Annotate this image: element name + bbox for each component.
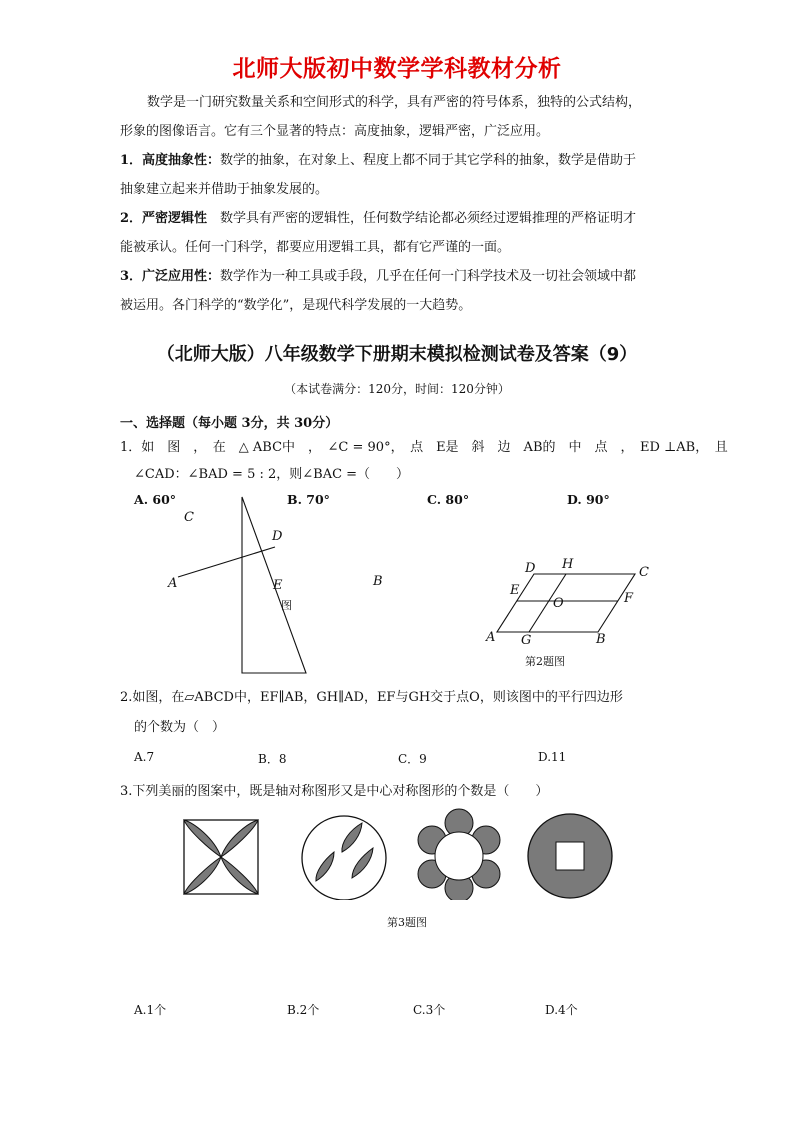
q1-line-2: ∠CAD：∠BAD = 5 : 2，则∠BAC =（ ） — [134, 467, 410, 482]
q1-option-a[interactable]: A. 60° — [134, 492, 177, 507]
fig2-label-h: H — [562, 557, 574, 572]
feature-2-text: 数学具有严密的逻辑性，任何数学结论都必须经过逻辑推理的严格证明才 — [207, 211, 637, 226]
page-title: 北师大版初中数学学科教材分析 — [232, 56, 562, 82]
fig2-label-o: O — [553, 596, 564, 611]
q3-text: 3.下列美丽的图案中，既是轴对称图形又是中心对称图形的个数是（ ） — [120, 784, 549, 799]
pattern-circle-leaves — [302, 816, 386, 900]
q1-option-b[interactable]: B. 70° — [287, 492, 330, 507]
figure-3-patterns — [176, 808, 620, 900]
fig2-label-c: C — [639, 565, 649, 580]
fig1-label-e: E — [273, 578, 283, 593]
q2-option-b[interactable]: B．8 — [258, 752, 287, 766]
pattern-square-petals — [184, 820, 258, 894]
q3-option-b[interactable]: B.2个 — [287, 1003, 320, 1017]
line-ad — [178, 547, 275, 577]
fig2-label-a: A — [486, 630, 496, 645]
feature-2-label: 2．严密逻辑性 — [120, 211, 208, 226]
feature-2 — [120, 204, 636, 233]
intro-line-1: 数学是一门研究数量关系和空间形式的科学，具有严密的符号体系，独特的公式结构， — [147, 95, 642, 110]
q2-option-a[interactable]: A.7 — [134, 750, 155, 764]
fig1-partial-caption: 图 — [281, 599, 292, 612]
pattern-flower — [418, 809, 500, 900]
fig3-caption: 第3题图 — [387, 916, 427, 929]
fig1-label-d: D — [272, 529, 283, 544]
feature-3-line-2: 被运用。各门科学的“数学化”，是现代科学发展的一大趋势。 — [120, 298, 472, 313]
feature-1-text: 数学的抽象，在对象上、程度上都不同于其它学科的抽象，数学是借助于 — [220, 153, 637, 168]
feature-1-line-2: 抽象建立起来并借助于抽象发展的。 — [120, 182, 329, 197]
feature-3 — [120, 262, 636, 291]
fig2-label-b: B — [596, 632, 606, 647]
section-heading-text: 一、选择题（每小题 3分，共 30分） — [120, 416, 339, 431]
test-title: （北师大版）八年级数学下册期末模拟检测试卷及答案（9） — [156, 344, 638, 365]
intro-line-2: 形象的图像语言。它有三个显著的特点：高度抽象，逻辑严密，广泛应用。 — [120, 124, 550, 139]
q3-option-a[interactable]: A.1个 — [134, 1003, 167, 1017]
q2-option-d[interactable]: D.11 — [538, 750, 567, 764]
fig2-caption: 第2题图 — [525, 655, 565, 668]
pattern-coin — [528, 814, 612, 898]
q2-option-c[interactable]: C．9 — [398, 752, 427, 766]
q2-line-1: 2.如图，在▱ABCD中，EF∥AB，GH∥AD，EF与GH交于点O，则该图中的平行四边形 — [120, 690, 623, 705]
fig2-label-f: F — [624, 591, 634, 606]
q3-option-d[interactable]: D.4个 — [545, 1003, 578, 1017]
q1-line-1: 1．如 图 ， 在 △ ABC中 ， ∠C = 90°， 点 E是 斜 边 AB的 中 点 ， ED ⊥AB， 且 — [120, 440, 728, 455]
feature-1 — [120, 146, 636, 175]
feature-1-label: 1．高度抽象性： — [120, 153, 221, 168]
q1-option-c[interactable]: C. 80° — [427, 492, 470, 507]
q2-line-2: 的个数为（ ） — [134, 720, 226, 735]
test-info: （本试卷满分：120分，时间：120分钟） — [284, 382, 510, 396]
fig2-label-e: E — [510, 583, 520, 598]
section-heading — [120, 412, 338, 431]
feature-3-text: 数学作为一种工具或手段，几乎在任何一门科学技术及一切社会领域中都 — [220, 269, 637, 284]
fig1-label-c: C — [184, 510, 194, 525]
q3-option-c[interactable]: C.3个 — [413, 1003, 446, 1017]
feature-3-label: 3．广泛应用性： — [120, 269, 221, 284]
feature-2-line-2: 能被承认。任何一门科学，都要应用逻辑工具，都有它严谨的一面。 — [120, 240, 511, 255]
fig1-label-b: B — [373, 574, 383, 589]
fig2-label-g: G — [521, 633, 532, 648]
fig1-label-a: A — [168, 576, 178, 591]
fig2-label-d: D — [525, 561, 536, 576]
q1-option-d[interactable]: D. 90° — [567, 492, 610, 507]
